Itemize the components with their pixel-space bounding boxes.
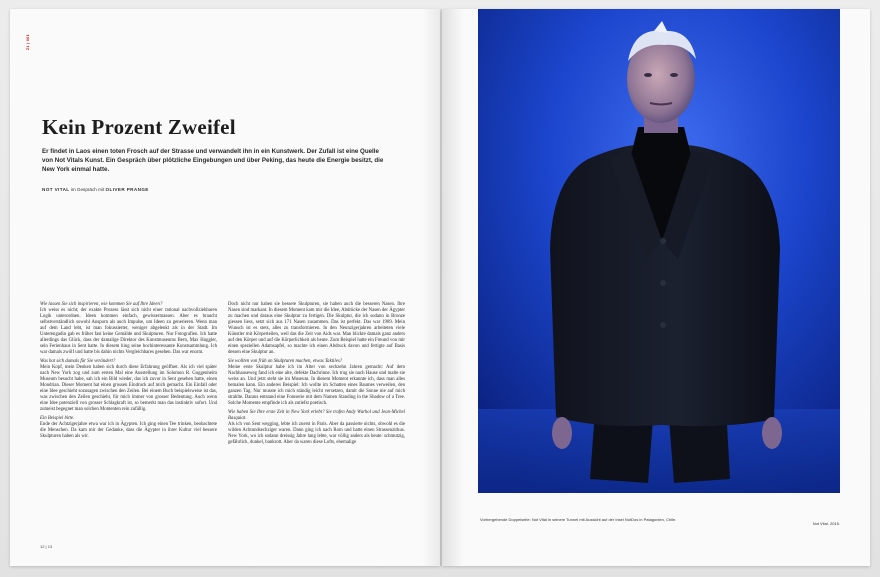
question: Was hat sich damals für Sie verändert?	[40, 359, 116, 365]
section-tag: Z1 | 001	[25, 34, 30, 51]
article-title: Kein Prozent Zweifel	[42, 115, 236, 139]
photo-credit: Not Vital, 2015.	[812, 521, 840, 526]
question: Wie lassen Sie sich inspirieren, wie kommen Sie auf Ihre Ideen?	[40, 302, 163, 307]
qa-block	[228, 302, 405, 356]
byline	[42, 187, 342, 192]
text-column-1	[40, 302, 217, 443]
answer: Ende der Achtzigerjahre etwa war ich in Ägypten. Ich ging einen Tee trinken, beobachtete die Menschen. Da kam mir der Gedanke, dass die Ägypter in ihrer Kultur viel bessere Skulpturen haben als wir.	[40, 422, 217, 440]
answer: Meine erste Skulptur habe ich im Alter von sechzehn Jahren gemacht: Auf dem Nachhauseweg fand ich eine alte, defekte Dachrinne. Ich trug sie nach Hause und malte sie weiss an. Und jetzt steht sie im Museum. In diesem Moment erkannte ich, dass man alles bemalen kann. Ein anderes Beispiel: Ich wollte im Schatten eines Baumes verweilen, den ganzen Tag. Nur musste ich mich ständig leicht versetzen, damit die Sonne nie auf mich strahlte. Daraus entstand eine Fotoserie mit dem Namen Standing in the Shadow of a Tree. Solche Momente empfinde ich als zutiefst poetisch.	[228, 365, 405, 407]
article-lead: Er findet in Laos einen toten Frosch auf der Strasse und verwandelt ihn in ein Kunstwerk. Der Zufall ist eine Quelle von Not Vitals Kunst. Ein Gespräch über plötzliche Eingebungen und über Peking, das heute die Energie besitzt, die New York einmal hatte.	[42, 148, 384, 173]
portrait-illustration	[478, 9, 840, 493]
question: Wie haben Sie Ihre erste Zeit in New York erlebt? Sie trafen Andy Warhol und Jean-Michel Basquiat.	[228, 409, 405, 422]
text-column-2	[228, 302, 405, 449]
qa-block	[228, 359, 405, 407]
page-folio: 12 | 13	[40, 544, 53, 549]
qa-block	[40, 359, 217, 413]
qa-block	[228, 410, 405, 446]
right-page	[442, 9, 870, 566]
answer: Als ich von Sent wegging, lebte ich zuerst in Paris. Aber da passierte nichts, obwohl es die wilden Achtundsechziger waren. Dann ging ich nach Rom und hatte einen Strassenzirkus. New York, wo ich sodann dreissig Jahre lang lebte, war völlig anders als heute: schmutzig, gefährlich, dunkel, bankrott. Aber da waren diese Lofts, ehemalige	[228, 422, 405, 446]
byline-name: NOT VITAL	[42, 187, 70, 192]
answer: Doch nicht nur haben sie bessere Skulpturen, sie haben auch die besseren Nasen. Ihre Nasen sind markant. In diesem Moment kam mir die Idee, Abdrücke der Nasen der Ägypter zu machen und daraus eine Skulptur zu fertigen. Die Skulptur, die ich sodann in Bronze giessen liess, setzt sich aus 171 Nasen zusammen. Das ist perfekt. Das war 1989. Mein Wunsch ist es stets, alles zu transformieren. In den Neunzigerjahren arbeiteten viele Künstler mit Körperteilen, weil das die Zeit von Aids war. Man blickte damals ganz anders auf den Körper und auf die Körperlichkeit als heute. Zum Beispiel hatte ein Freund von mir einen speziellen Adamsapfel, so machte ich einen Abdruck davon und fertigte auf Basis dessen eine Skulptur an.	[228, 302, 405, 356]
byline-interviewer: OLIVER PRANGE	[105, 187, 149, 192]
question: Ein Beispiel bitte.	[40, 416, 75, 422]
answer: Ich weiss es nicht; der exakte Prozess lässt sich nicht einer rational nachvollziehbaren Logik unterordnen. Ideen kommen einfach, gewissermassen. Aber es braucht selbstverständlich sowohl Ansporn als auch Impulse, um Ideen zu generieren. Wenn man auf dem Land lebt, ist man fokussierter, weniger abgelenkt als in der Stadt. Im Unterengadin gab es früher fast keine Gemälde und Skulpturen. Nur Fotografien. Ich hatte allerdings das Glück, dass der damalige Direktor des Kunstmuseums Bern, Max Huggler, sein Ferienhaus in Sent hatte. In diesem hing seine hochinteressante Kunstsammlung. Ich war damals zwölf und hatte bis dahin nichts Vergleichbares gesehen. Das war enorm.	[40, 308, 217, 356]
photo-caption: Vorhergehende Doppelseite: Not Vital in seinem Tunnel mit Aussicht auf der Insel NotDos in Patagonien, Chile.	[480, 517, 677, 522]
qa-block	[40, 302, 217, 356]
byline-middle: im Gespräch mit	[70, 187, 105, 192]
left-page	[10, 9, 440, 566]
answer: Mein Kopf, mein Denken haben sich durch diese Erfahrung geöffnet. Als ich viel später nach New York zog und zum ersten Mal eine Ausstellung im Solomon R. Guggenheim Museum besucht habe, sah ich ein Bild wieder, das ich zuvor in Sent gesehen hatte, einen Mondrian. Dieser Moment hat einen grossen Eindruck auf mich gemacht. Ein Einfall oder eine Idee geschieht sozusagen zwischen den Zeilen. Bei einem Buch beispielsweise ist das, was zwischen den Zeilen geschieht, für mich immer von grosser Bedeutung. Auch wenn eine Idee potenziell von grosser Schlagkraft ist, so bemerkt man das instinktiv sofort. Und zumeist begegnet man solchen Momenten rein zufällig.	[40, 365, 217, 413]
portrait-photo	[478, 9, 840, 493]
page-gutter-shadow	[442, 9, 464, 566]
question: Sie wollten von früh an Skulpturen machen, etwas Taktiles?	[228, 359, 343, 365]
qa-block	[40, 416, 217, 440]
